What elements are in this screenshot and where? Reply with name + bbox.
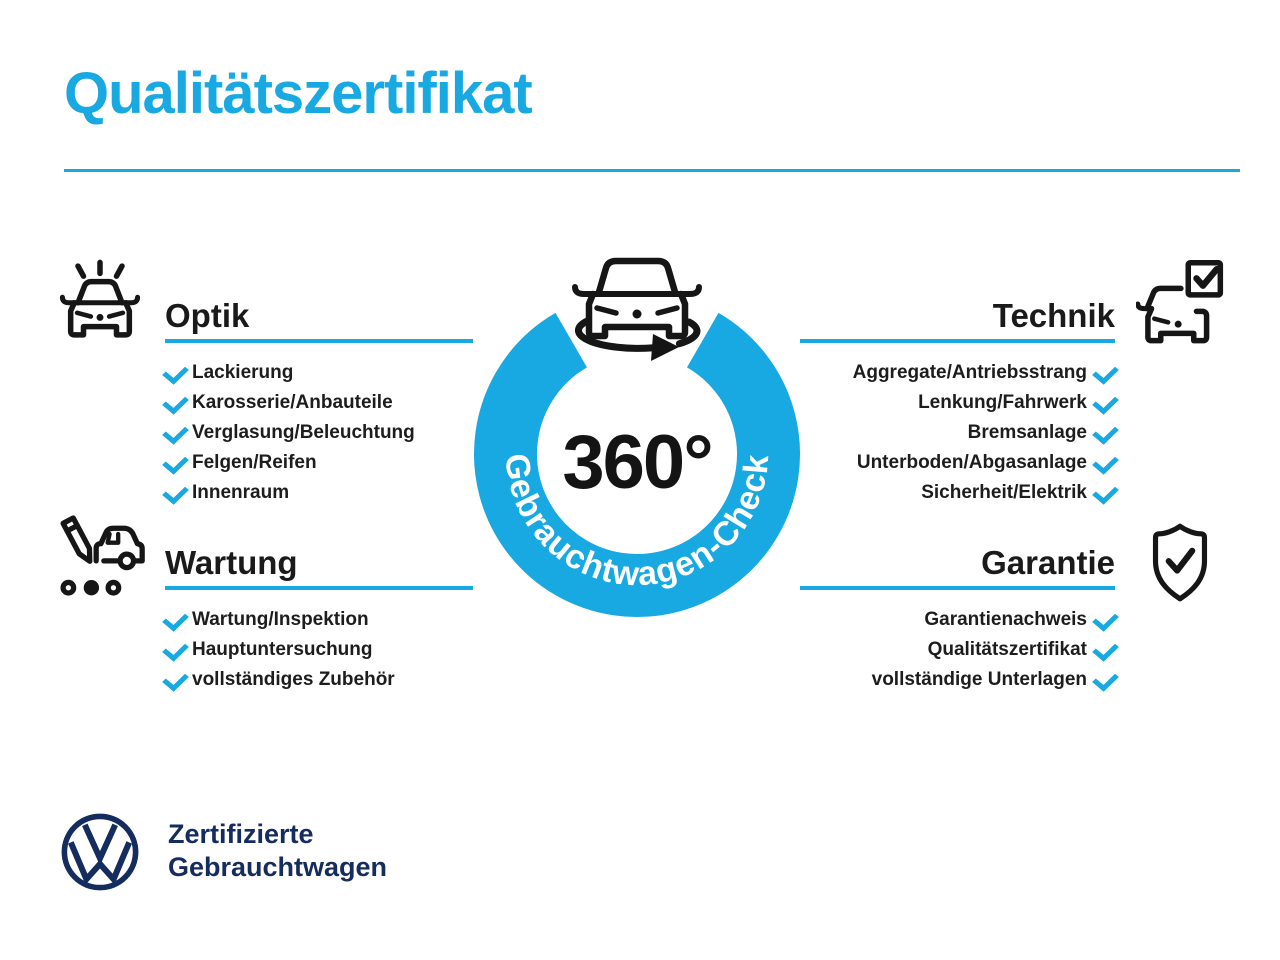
section-heading-garantie: Garantie	[981, 544, 1115, 581]
checklist-item	[800, 358, 1115, 388]
section-underline	[800, 339, 1115, 343]
check-icon	[1095, 609, 1115, 631]
checklist-item-label: vollständiges Zubehör	[192, 669, 395, 690]
section-underline	[800, 586, 1115, 590]
checklist-item	[800, 635, 1115, 665]
checklist-item-label: Aggregate/Antriebsstrang	[852, 362, 1087, 383]
optik-checklist	[165, 358, 473, 508]
checklist-item-label: Hauptuntersuchung	[192, 639, 373, 660]
check-icon	[1095, 452, 1115, 474]
checklist-item-label: Lackierung	[192, 362, 294, 383]
check-icon	[1095, 639, 1115, 661]
checklist-item	[800, 388, 1115, 418]
wartung-checklist	[165, 605, 473, 695]
check-icon	[165, 639, 185, 661]
check-icon	[165, 362, 185, 384]
section-wartung	[165, 544, 473, 695]
checklist-item	[800, 448, 1115, 478]
section-underline	[165, 586, 473, 590]
checklist-item	[800, 418, 1115, 448]
360-degree-ring-graphic	[447, 228, 827, 648]
checklist-item	[165, 635, 473, 665]
section-heading-optik: Optik	[165, 297, 250, 334]
checklist-item-label: Sicherheit/Elektrik	[921, 482, 1087, 503]
check-icon	[1095, 669, 1115, 691]
checklist-item-label: Karosserie/Anbauteile	[192, 392, 393, 413]
page-title: Qualitätszertifikat	[64, 61, 532, 126]
title-divider	[64, 169, 1240, 172]
checklist-item	[165, 358, 473, 388]
checklist-item-label: Bremsanlage	[967, 422, 1087, 443]
checklist-item-label: Wartung/Inspektion	[192, 609, 369, 630]
checklist-item-label: Felgen/Reifen	[192, 452, 317, 473]
pencil-car-checklist-icon	[54, 512, 146, 604]
shield-check-icon	[1148, 521, 1212, 605]
shining-car-icon	[56, 256, 144, 344]
checklist-item	[165, 418, 473, 448]
section-heading-technik: Technik	[992, 297, 1115, 334]
section-technik	[800, 297, 1115, 508]
ring-curved-label: Gebrauchtwagen-Check	[497, 451, 777, 594]
checklist-item-label: Verglasung/Beleuchtung	[192, 422, 415, 443]
garantie-checklist	[800, 605, 1115, 695]
brand-claim-line2: Gebrauchtwagen	[168, 852, 388, 882]
technik-checklist	[800, 358, 1115, 508]
section-underline	[165, 339, 473, 343]
checklist-item	[800, 665, 1115, 695]
brand-claim-line1: Zertifizierte	[168, 819, 314, 849]
checklist-item	[165, 388, 473, 418]
checklist-item	[165, 665, 473, 695]
checklist-item	[165, 448, 473, 478]
check-icon	[1095, 482, 1115, 504]
checklist-item	[800, 478, 1115, 508]
check-icon	[1095, 392, 1115, 414]
check-icon	[165, 482, 185, 504]
checklist-item-label: Innenraum	[192, 482, 290, 503]
section-garantie	[800, 544, 1115, 695]
check-icon	[165, 609, 185, 631]
brand-claim	[168, 818, 387, 884]
brand-footer	[60, 812, 387, 892]
checklist-item-label: Lenkung/Fahrwerk	[918, 392, 1087, 413]
check-icon	[1095, 422, 1115, 444]
rotating-car-icon	[575, 261, 699, 361]
checklist-item-label: Qualitätszertifikat	[927, 639, 1087, 660]
section-optik	[165, 297, 473, 508]
check-icon	[165, 392, 185, 414]
checklist-item-label: vollständige Unterlagen	[871, 669, 1087, 690]
checklist-item	[800, 605, 1115, 635]
car-checkbox-icon	[1136, 258, 1224, 350]
checklist-item-label: Unterboden/Abgasanlage	[856, 452, 1087, 473]
checklist-item	[165, 478, 473, 508]
degree-label: 360°	[562, 420, 712, 505]
vw-logo	[60, 812, 140, 892]
section-heading-wartung: Wartung	[165, 544, 298, 581]
check-icon	[165, 422, 185, 444]
checklist-item	[165, 605, 473, 635]
check-icon	[1095, 362, 1115, 384]
check-icon	[165, 669, 185, 691]
check-icon	[165, 452, 185, 474]
checklist-item-label: Garantienachweis	[924, 609, 1087, 630]
